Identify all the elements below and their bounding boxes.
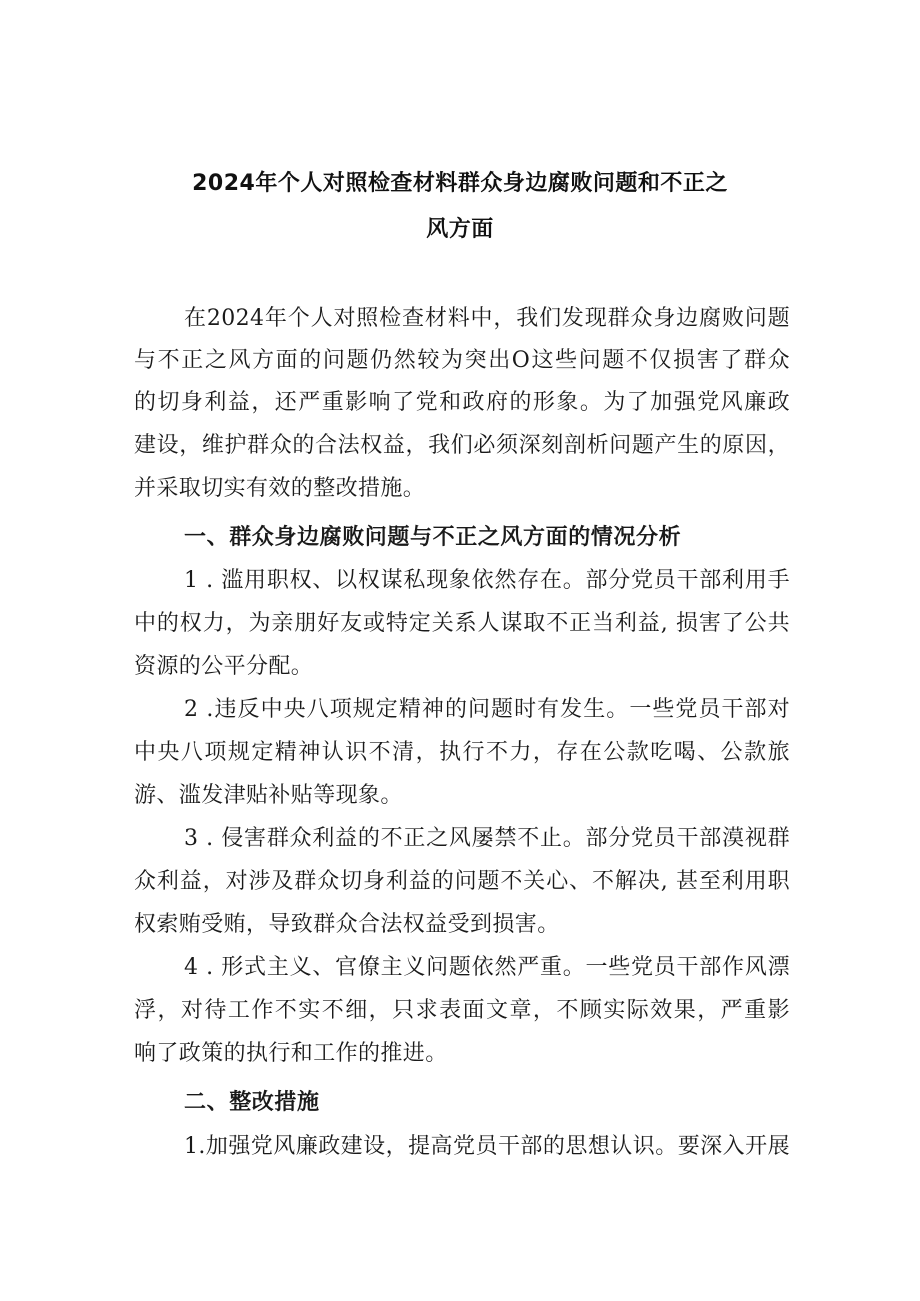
document-title-line-2: 风方面	[426, 217, 494, 242]
item-2-line: 中央八项规定精神认识不清，执行不力，存在公款吃喝、公款旅	[134, 740, 790, 765]
item-3-line: 众利益，对涉及群众切身利益的问题不关心、不解决, 甚至利用职	[134, 869, 790, 894]
document-title-line-1: 2024年个人对照检查材料群众身边腐败问题和不正之	[192, 171, 728, 196]
measure-1-line: 1.加强党风廉政建设，提高党员干部的思想认识。要深入开展	[184, 1134, 790, 1159]
item-1-line: 资源的公平分配。	[134, 654, 314, 679]
intro-line: 建设，维护群众的合法权益，我们必须深刻剖析问题产生的原因，	[134, 433, 790, 458]
section-heading-1: 一、群众身边腐败问题与不正之风方面的情况分析	[184, 525, 682, 550]
item-2-line: 2 .违反中央八项规定精神的问题时有发生。一些党员干部对	[184, 697, 790, 722]
item-3-line: 3 . 侵害群众利益的不正之风屡禁不止。部分党员干部漠视群	[184, 826, 790, 851]
item-2-line: 游、滥发津贴补贴等现象。	[134, 783, 403, 808]
intro-line: 与不正之风方面的问题仍然较为突出O这些问题不仅损害了群众	[134, 348, 790, 373]
intro-line: 的切身利益，还严重影响了党和政府的形象。为了加强党风廉政	[134, 390, 790, 415]
intro-line: 在2024年个人对照检查材料中，我们发现群众身边腐败问题	[184, 306, 790, 331]
item-1-line: 中的权力，为亲朋好友或特定关系人谋取不正当利益, 损害了公共	[134, 611, 790, 636]
intro-line: 并采取切实有效的整改措施。	[134, 476, 426, 501]
item-1-line: 1 . 滥用职权、以权谋私现象依然存在。部分党员干部利用手	[184, 568, 790, 593]
section-heading-2: 二、整改措施	[184, 1090, 320, 1115]
item-4-line: 4 . 形式主义、官僚主义问题依然严重。一些党员干部作风漂	[184, 955, 790, 980]
item-4-line: 响了政策的执行和工作的推进。	[134, 1041, 448, 1066]
item-4-line: 浮，对待工作不实不细，只求表面文章，不顾实际效果，严重影	[134, 998, 790, 1023]
item-3-line: 权索贿受贿，导致群众合法权益受到损害。	[134, 912, 560, 937]
